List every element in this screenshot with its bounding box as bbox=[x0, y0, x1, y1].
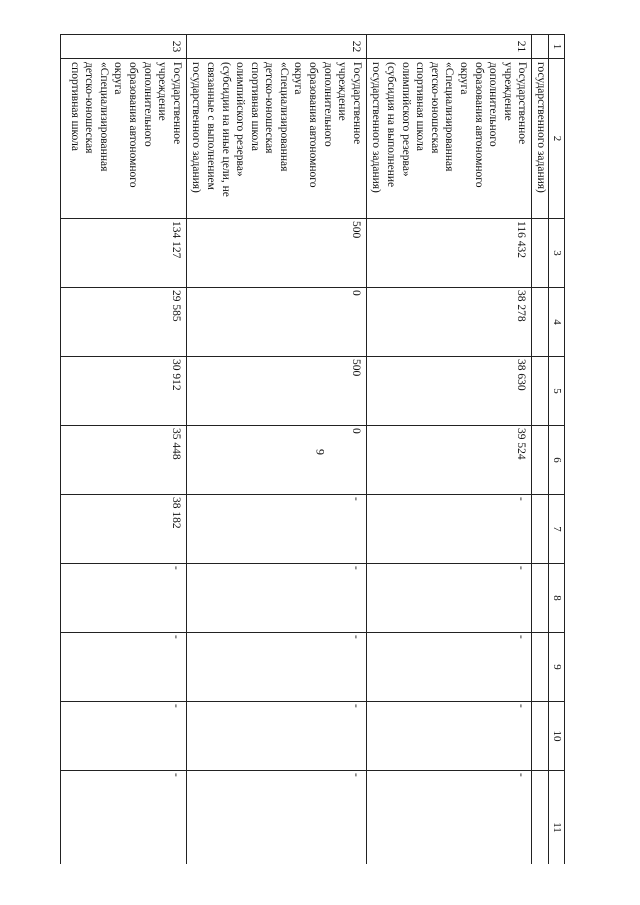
header-cell: 7 bbox=[549, 495, 565, 564]
table-cell bbox=[532, 426, 549, 495]
table-cell bbox=[532, 357, 549, 426]
header-cell: 4 bbox=[549, 288, 565, 357]
value-cell: 500 bbox=[186, 219, 366, 288]
row-number: 22 bbox=[186, 35, 366, 59]
table-row bbox=[61, 35, 187, 865]
table-cell bbox=[532, 771, 549, 865]
header-cell: 8 bbox=[549, 564, 565, 633]
value-cell: - bbox=[61, 633, 187, 702]
rotated-table-container bbox=[60, 34, 565, 864]
table-cell bbox=[532, 219, 549, 288]
header-cell: 9 bbox=[549, 633, 565, 702]
value-cell: 35 448 bbox=[61, 426, 187, 495]
table-cell bbox=[532, 288, 549, 357]
value-cell: - bbox=[186, 495, 366, 564]
recipient-name: Государственное учреждение дополнительного образования автономного округа «Специализированная детско-юношеская спортивная школа олимпийского резерва» (субсидия на выполнение государственного задания) bbox=[366, 59, 532, 219]
value-cell: 500 bbox=[186, 357, 366, 426]
value-cell: - bbox=[186, 633, 366, 702]
value-cell: - bbox=[186, 702, 366, 771]
value-cell: - bbox=[61, 564, 187, 633]
recipient-name: Государственное учреждение дополнительного образования автономного округа «Специализированная детско-юношеская спортивная школа олимпийского резерва» (субсидии на иные цели, не связанные с выполнением государственного задания) bbox=[186, 59, 366, 219]
value-cell: - bbox=[366, 633, 532, 702]
table-cell bbox=[532, 35, 549, 59]
header-cell: 6 bbox=[549, 426, 565, 495]
header-row bbox=[549, 35, 565, 865]
table-row bbox=[366, 35, 532, 865]
page-number: 9 bbox=[313, 449, 328, 455]
value-cell: 38 278 bbox=[366, 288, 532, 357]
table-cell bbox=[532, 633, 549, 702]
header-cell: 2 bbox=[549, 59, 565, 219]
recipient-name: Государственное учреждение дополнительного образования автономного округа «Специализированная детско-юношеская спортивная школа bbox=[61, 59, 187, 219]
value-cell: - bbox=[366, 495, 532, 564]
value-cell: 0 bbox=[186, 288, 366, 357]
table-cell bbox=[532, 495, 549, 564]
row-number: 21 bbox=[366, 35, 532, 59]
value-cell: 116 432 bbox=[366, 219, 532, 288]
header-cell: 10 bbox=[549, 702, 565, 771]
value-cell: 38 182 bbox=[61, 495, 187, 564]
value-cell: - bbox=[186, 564, 366, 633]
header-cell: 5 bbox=[549, 357, 565, 426]
value-cell: - bbox=[61, 771, 187, 865]
budget-table bbox=[60, 34, 565, 864]
table-row bbox=[186, 35, 366, 865]
table-cell bbox=[532, 564, 549, 633]
value-cell: - bbox=[366, 564, 532, 633]
header-cell: 1 bbox=[549, 35, 565, 59]
header-cell: 11 bbox=[549, 771, 565, 865]
continuation-row bbox=[532, 35, 549, 865]
value-cell: 134 127 bbox=[61, 219, 187, 288]
header-cell: 3 bbox=[549, 219, 565, 288]
continuation-text: государственного задания) bbox=[532, 59, 549, 219]
table-cell bbox=[532, 702, 549, 771]
value-cell: - bbox=[366, 771, 532, 865]
value-cell: 0 bbox=[186, 426, 366, 495]
value-cell: - bbox=[366, 702, 532, 771]
value-cell: - bbox=[61, 702, 187, 771]
value-cell: - bbox=[186, 771, 366, 865]
row-number: 23 bbox=[61, 35, 187, 59]
value-cell: 29 585 bbox=[61, 288, 187, 357]
table-viewport bbox=[60, 34, 565, 864]
value-cell: 39 524 bbox=[366, 426, 532, 495]
value-cell: 30 912 bbox=[61, 357, 187, 426]
value-cell: 38 630 bbox=[366, 357, 532, 426]
